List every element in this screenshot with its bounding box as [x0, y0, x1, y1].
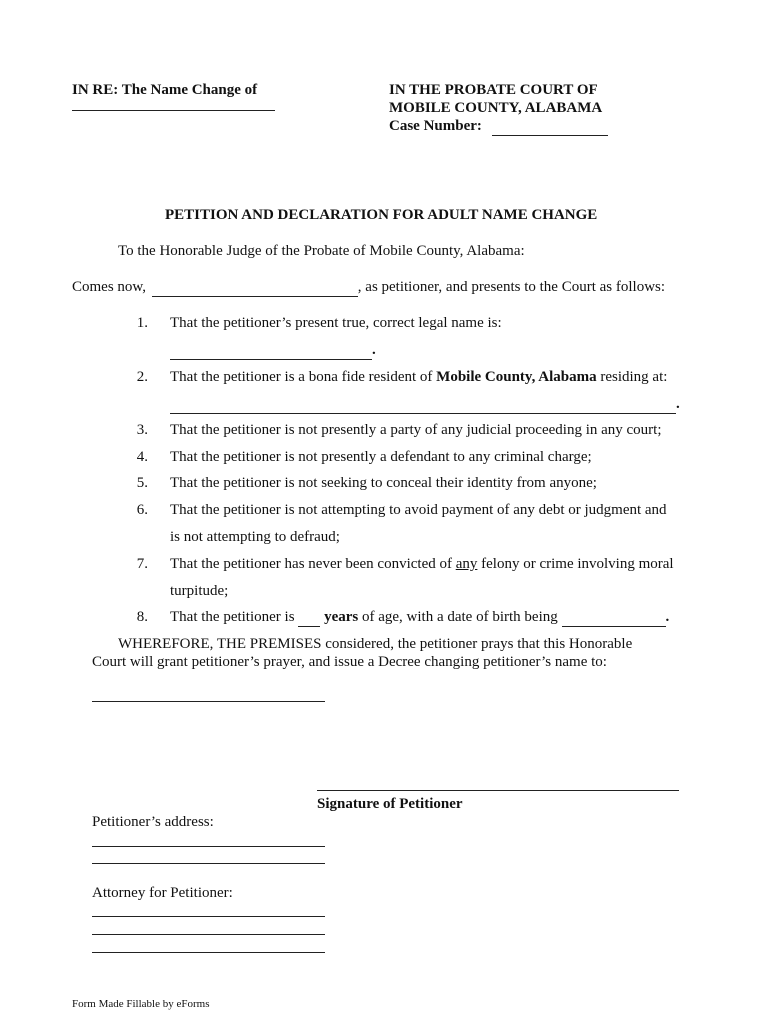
- item-5-text: That the petitioner is not seeking to conceal their identity from anyone;: [170, 475, 597, 491]
- attorney-field-2[interactable]: [92, 934, 325, 935]
- item-8-text-before: That the petitioner is: [170, 609, 295, 625]
- residence-address-field[interactable]: [170, 395, 676, 414]
- item-6-text-line1: That the petitioner is not attempting to avoid payment of any debt or judgment and: [170, 502, 667, 518]
- item-2-number: 2.: [136, 369, 148, 385]
- attorney-field-3[interactable]: [92, 952, 325, 953]
- item-2-county: Mobile County, Alabama: [436, 369, 597, 385]
- item-7-text-line2: turpitude;: [170, 583, 229, 599]
- item-5-number: 5.: [136, 475, 148, 491]
- in-re-label: IN RE: The Name Change of: [72, 82, 258, 98]
- residence-row: [170, 395, 680, 414]
- item-2-text-after: residing at:: [600, 369, 668, 385]
- signature-field[interactable]: [317, 790, 679, 791]
- date-of-birth-field[interactable]: [562, 608, 666, 627]
- item-7-text-before: That the petitioner has never been convicted of: [170, 556, 452, 572]
- new-name-field[interactable]: [92, 701, 325, 702]
- item-6-number: 6.: [136, 502, 148, 518]
- age-field[interactable]: [298, 608, 320, 627]
- comes-now-after: , as petitioner, and presents to the Court as follows:: [357, 279, 666, 295]
- current-name-row: [170, 341, 376, 360]
- item-1-number: 1.: [136, 315, 148, 331]
- petitioner-name-field[interactable]: [152, 278, 358, 297]
- item-2-text-before: That the petitioner is a bona fide resident of: [170, 369, 433, 385]
- petitioner-address-field-1[interactable]: [92, 846, 325, 847]
- item-7-text-line1: [170, 555, 674, 573]
- salutation: To the Honorable Judge of the Probate of Mobile County, Alabama:: [118, 243, 525, 259]
- item-7-text-after: felony or crime involving moral: [481, 556, 674, 572]
- attorney-field-1[interactable]: [92, 916, 325, 917]
- signature-label: Signature of Petitioner: [317, 796, 463, 812]
- attorney-label: Attorney for Petitioner:: [92, 885, 233, 901]
- comes-now-before: Comes now,: [72, 279, 147, 295]
- court-name-line1: IN THE PROBATE COURT OF: [389, 82, 598, 98]
- case-number-label: Case Number:: [389, 118, 482, 134]
- item-8-text-after: of age, with a date of birth being: [361, 609, 558, 625]
- in-re-name-field[interactable]: [72, 110, 275, 111]
- current-legal-name-field[interactable]: [170, 341, 372, 360]
- item-2-text: [170, 368, 667, 386]
- comes-now-line: [72, 278, 665, 297]
- petitioner-address-label: Petitioner’s address:: [92, 814, 214, 830]
- item-1-text: That the petitioner’s present true, correct legal name is:: [170, 315, 502, 331]
- wherefore-line1: WHEREFORE, THE PREMISES considered, the petitioner prays that this Honorable: [118, 636, 633, 652]
- item-8-number: 8.: [136, 609, 148, 625]
- item-6-text-line2: is not attempting to defraud;: [170, 529, 340, 545]
- item-7-number: 7.: [136, 556, 148, 572]
- item-4-text: That the petitioner is not presently a defendant to any criminal charge;: [170, 449, 592, 465]
- wherefore-line2: Court will grant petitioner’s prayer, and issue a Decree changing petitioner’s name to:: [92, 654, 607, 670]
- item-7-emphasis: any: [455, 556, 478, 572]
- page-title: PETITION AND DECLARATION FOR ADULT NAME CHANGE: [165, 207, 598, 223]
- item-8-text: [170, 608, 669, 627]
- item-3-number: 3.: [136, 422, 148, 438]
- current-name-period: .: [372, 342, 376, 358]
- footer-note: Form Made Fillable by eForms: [72, 998, 210, 1010]
- case-number-field[interactable]: [492, 117, 608, 136]
- item-8-years: years: [324, 609, 359, 625]
- court-name-line2: MOBILE COUNTY, ALABAMA: [389, 100, 603, 116]
- residence-period: .: [676, 396, 680, 412]
- petitioner-address-field-2[interactable]: [92, 863, 325, 864]
- item-8-period: .: [665, 609, 670, 625]
- case-number-row: [389, 117, 608, 136]
- item-3-text: That the petitioner is not presently a party of any judicial proceeding in any court;: [170, 422, 662, 438]
- item-4-number: 4.: [136, 449, 148, 465]
